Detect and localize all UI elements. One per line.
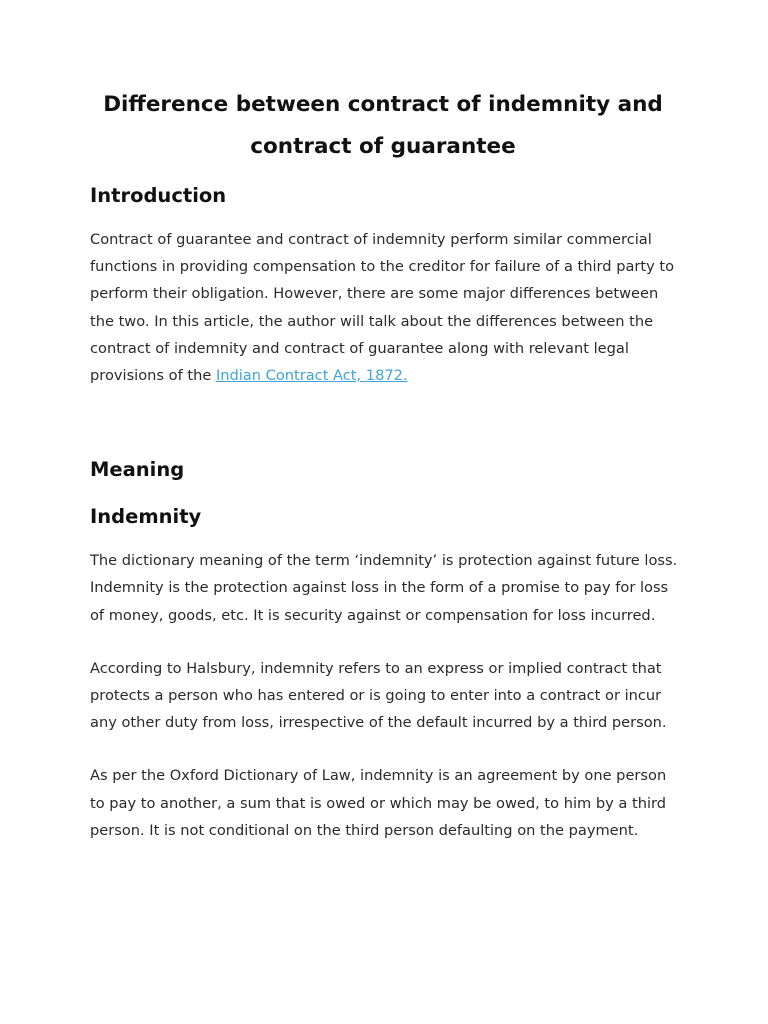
introduction-paragraph [90, 226, 680, 389]
indemnity-heading: Indemnity [90, 505, 202, 529]
indemnity-paragraph-oxford: As per the Oxford Dictionary of Law, indemnity is an agreement by one person to pay to another, a sum that is owed or which may be owed, to him by a third person. It is not conditional on the third person defaulting on the payment. [90, 767, 667, 839]
document-page [90, 84, 680, 844]
indian-contract-act-link[interactable]: Indian Contract Act, 1872. [215, 367, 408, 385]
indemnity-paragraph-halsbury: According to Halsbury, indemnity refers to an express or implied contract that protects a person who has entered or is going to enter into a contract or incur any other duty from loss, irrespective of the default incurred by a third person. [90, 659, 667, 732]
indemnity-paragraph-dictionary: The dictionary meaning of the term ‘indemnity’ is protection against future loss. Indemnity is the protection against loss in the form of a promise to pay for loss of money, goods, etc. It is security against or compensation for loss incurred. [90, 552, 678, 624]
document-title: Difference between contract of indemnity and contract of guarantee [103, 92, 663, 159]
introduction-heading: Introduction [90, 184, 227, 207]
introduction-text: Contract of guarantee and contract of indemnity perform similar commercial functions in providing compensation to the creditor for failure of a third party to perform their obligation. However, there are some major differences between the two. In this article, the author will talk about the differences between the contract of indemnity and contract of guarantee along with relevant legal provisions of the [90, 231, 675, 385]
meaning-heading: Meaning [90, 458, 185, 482]
